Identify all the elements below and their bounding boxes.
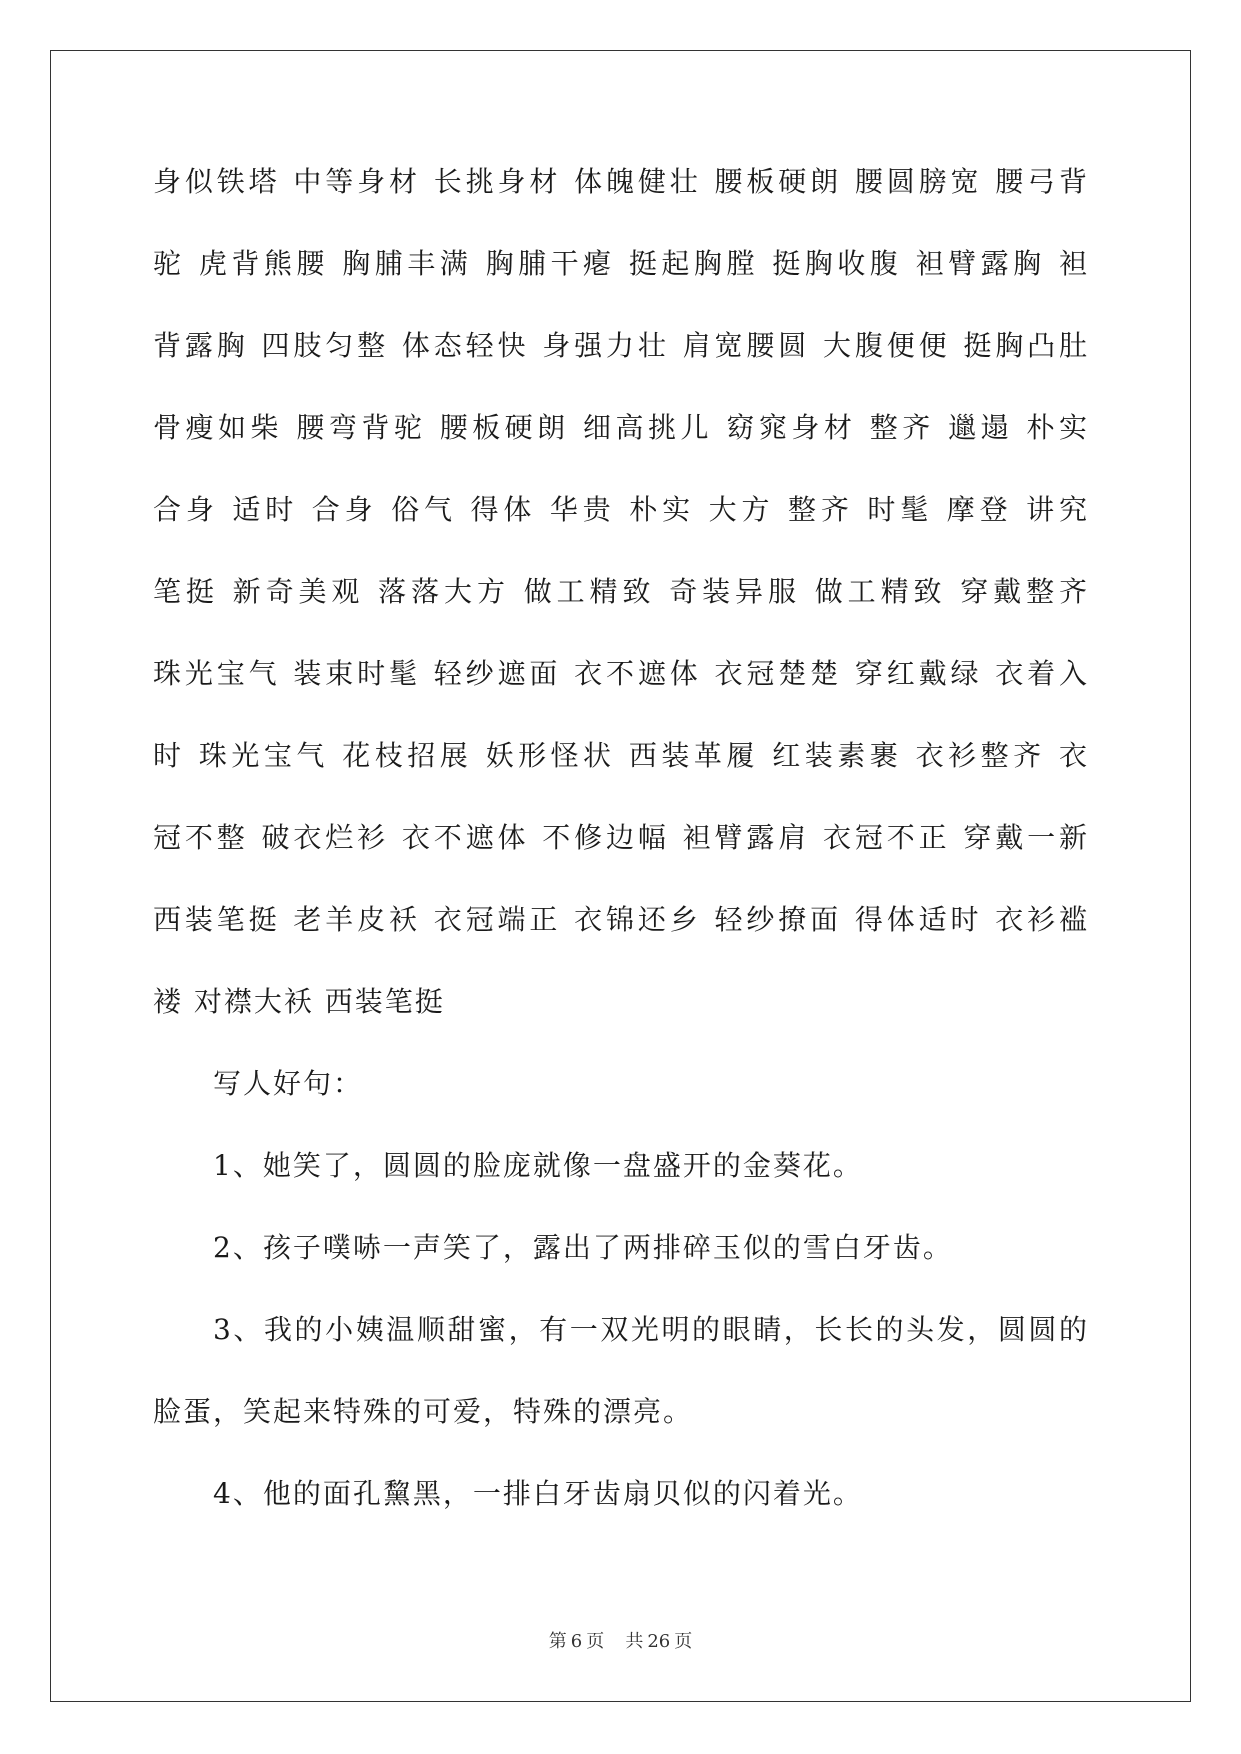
body-line: 西装笔挺 老羊皮袄 衣冠端正 衣锦还乡 轻纱撩面 得体适时 衣衫褴 xyxy=(153,903,1089,936)
section-heading: 写人好句： xyxy=(213,1067,364,1100)
page-footer xyxy=(0,1630,1241,1654)
body-line: 驼 虎背熊腰 胸脯丰满 胸脯干瘪 挺起胸膛 挺胸收腹 袒臂露胸 袒 xyxy=(153,247,1089,280)
footer-prefix: 第 xyxy=(548,1631,567,1652)
footer-total-prefix: 共 xyxy=(625,1631,644,1652)
body-line: 骨瘦如柴 腰弯背驼 腰板硬朗 细高挑儿 窈窕身材 整齐 邋遢 朴实 xyxy=(153,411,1089,444)
footer-page-number: 6 xyxy=(570,1631,583,1652)
sentence-1: 1、她笑了，圆圆的脸庞就像一盘盛开的金葵花。 xyxy=(213,1149,863,1182)
body-line: 褛 对襟大袄 西装笔挺 xyxy=(153,985,445,1018)
body-line: 珠光宝气 装束时髦 轻纱遮面 衣不遮体 衣冠楚楚 穿红戴绿 衣着入 xyxy=(153,657,1089,690)
sentence-4: 4、他的面孔黧黑，一排白牙齿扇贝似的闪着光。 xyxy=(213,1477,863,1510)
document-body xyxy=(153,162,1089,1556)
body-line: 背露胸 四肢匀整 体态轻快 身强力壮 肩宽腰圆 大腹便便 挺胸凸肚 xyxy=(153,329,1089,362)
sentence-3-continued: 脸蛋，笑起来特殊的可爱，特殊的漂亮。 xyxy=(153,1395,694,1428)
body-line: 冠不整 破衣烂衫 衣不遮体 不修边幅 袒臂露肩 衣冠不正 穿戴一新 xyxy=(153,821,1089,854)
body-line: 时 珠光宝气 花枝招展 妖形怪状 西装革履 红装素裹 衣衫整齐 衣 xyxy=(153,739,1089,772)
body-line: 合身 适时 合身 俗气 得体 华贵 朴实 大方 整齐 时髦 摩登 讲究 xyxy=(153,493,1089,526)
footer-total-unit: 页 xyxy=(674,1631,693,1652)
sentence-2: 2、孩子噗哧一声笑了，露出了两排碎玉似的雪白牙齿。 xyxy=(213,1231,953,1264)
footer-page-unit: 页 xyxy=(586,1631,605,1652)
body-line: 身似铁塔 中等身材 长挑身材 体魄健壮 腰板硬朗 腰圆膀宽 腰弓背 xyxy=(153,165,1089,198)
sentence-3: 3、我的小姨温顺甜蜜，有一双光明的眼睛，长长的头发，圆圆的 xyxy=(213,1313,1089,1346)
body-line: 笔挺 新奇美观 落落大方 做工精致 奇装异服 做工精致 穿戴整齐 xyxy=(153,575,1089,608)
footer-total-pages: 26 xyxy=(647,1631,671,1652)
